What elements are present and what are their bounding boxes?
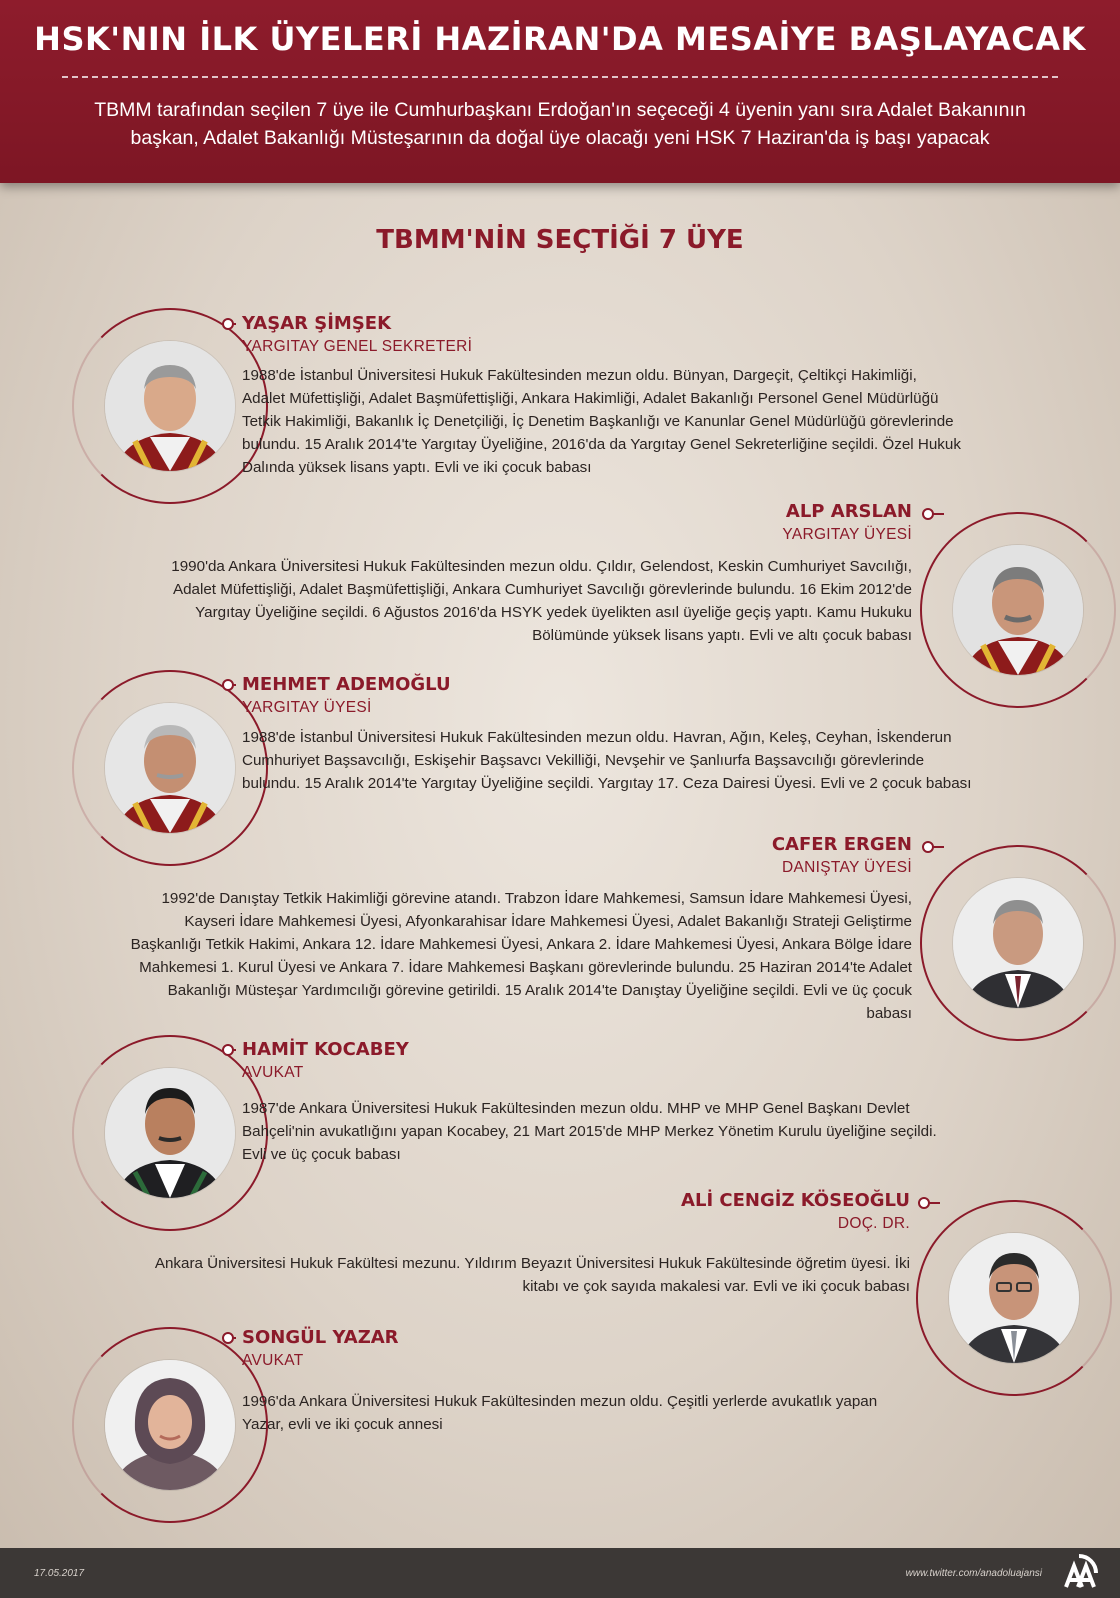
member-name-6: ALİ CENGİZ KÖSEOĞLU [681,1190,910,1211]
connector-dot [222,318,234,330]
connector-line [932,846,944,848]
subtitle-line-1: TBMM tarafından seçilen 7 üye ile Cumhurbaşkanı Erdoğan'ın seçeceği 4 üyenin yanı sıra Adalet Bakanının [94,99,1026,121]
member-bio-3: 1988'de İstanbul Üniversitesi Hukuk Fakültesinden mezun oldu. Havran, Ağın, Keleş, Ceyhan, İskenderun Cumhuriyet Başsavcılığı, Eskişehir Başsavcı Vekilliği, Nevşehir ve Şanlıurfa Başsavcılığı görevlerinde bulundu. 15 Aralık 2014'te Yargıtay Üyeliğine seçildi. Yargıtay 17. Ceza Dairesi Üyesi. Evli ve 2 çocuk babası [242,729,972,792]
member-bio-1: 1988'de İstanbul Üniversitesi Hukuk Fakültesinden mezun oldu. Bünyan, Dargeçit, Çeltikçi Hakimliği, Adalet Müfettişliği, Adalet Başmüfettişliği, Ankara Hakimliği, Adalet Bakanlığı Personel Genel Müdürlüğü Tetkik Hakimliği, Bakanlık İç Denetçiliği, İç Denetim Başkanlığı ve Kanunlar Genel Müdürlüğü görevlerinde bulundu. 15 Aralık 2014'te Yargıtay Üyeliğine, 2016'da da Yargıtay Genel Sekreterliğine seçildi. Özel Hukuk Dalında yüksek lisans yaptı. Evli ve iki çocuk babası [242,367,961,476]
portrait-icon [105,1068,235,1198]
portrait-icon [105,1360,235,1490]
member-role-6: DOÇ. DR. [837,1215,910,1232]
page-subtitle [60,96,1060,152]
member-photo-3 [92,690,252,850]
member-name-7: SONGÜL YAZAR [242,1327,399,1348]
member-role-1: YARGITAY GENEL SEKRETERİ [242,338,473,355]
member-photo-7 [92,1347,252,1507]
member-name-1: YAŞAR ŞİMŞEK [242,313,392,334]
section-title: TBMM'NİN SEÇTİĞİ 7 ÜYE [376,225,744,255]
member-photo-6 [936,1220,1096,1380]
member-photo-1 [92,328,252,488]
header-divider [62,76,1058,78]
footer-date: 17.05.2017 [34,1568,85,1579]
member-name-3: MEHMET ADEMOĞLU [242,674,451,695]
member-name-4: CAFER ERGEN [771,834,912,855]
member-role-3: YARGITAY ÜYESİ [242,699,372,716]
portrait-icon [953,878,1083,1008]
member-role-2: YARGITAY ÜYESİ [782,526,912,543]
portrait-icon [105,703,235,833]
member-role-4: DANIŞTAY ÜYESİ [782,859,912,876]
member-photo-2 [940,532,1100,692]
member-bio-5: 1987'de Ankara Üniversitesi Hukuk Fakültesinden mezun oldu. MHP ve MHP Genel Başkanı Devlet Bahçeli'nin avukatlığını yapan Kocabey, 21 Mart 2015'de MHP Merkez Yönetim Kurulu üyeliğine seçildi. Evli ve üç çocuk babası [242,1100,937,1163]
aa-logo-icon [1060,1554,1098,1592]
portrait-icon [105,341,235,471]
member-bio-7: 1996'da Ankara Üniversitesi Hukuk Fakültesinden mezun oldu. Çeşitli yerlerde avukatlık yapan Yazar, evli ve iki çocuk annesi [242,1393,878,1433]
portrait-icon [949,1233,1079,1363]
connector-dot [222,1044,234,1056]
connector-dot [222,1332,234,1344]
member-name-5: HAMİT KOCABEY [242,1039,409,1060]
member-bio-4: 1992'de Danıştay Tetkik Hakimliği görevine atandı. Trabzon İdare Mahkemesi, Samsun İdare Mahkemesi Üyesi, Kayseri İdare Mahkemesi Üyesi, Afyonkarahisar İdare Mahkemesi Üyesi, Adalet Bakanlığı Strateji Geliştirme Başkanlığı Tetkik Hakimi, Ankara 12. İdare Mahkemesi Üyesi, Ankara 2. İdare Mahkemesi Üyesi, Ankara Bölge İdare Mahkemesi 1. Kurul Üyesi ve Ankara 7. İdare Mahkemesi Başkanı görevlerinde bulundu. 25 Haziran 2014'te Adalet Bakanlığı Müsteşar Yardımcılığı görevine getirildi. 15 Aralık 2014'te Danıştay Üyeliğine seçildi. Evli ve üç çocuk babası [130,890,912,1022]
member-photo-4 [940,865,1100,1025]
member-bio-2: 1990'da Ankara Üniversitesi Hukuk Fakültesinden mezun oldu. Çıldır, Gelendost, Keskin Cumhuriyet Savcılığı, Adalet Müfettişliği, Adalet Başmüfettişliği, Ankara Cumhuriyet Savcılığı görevlerinde bulundu. 16 Ekim 2012'de Yargıtay Üyeliğine seçildi. 6 Ağustos 2016'da HSYK yedek üyelikten asıl üyeliğe geçiş yaptı. Kamu Hukuku Bölümünde yüksek lisans yaptı. Evli ve altı çocuk babası [171,558,912,644]
connector-line [932,513,944,515]
connector-line [928,1202,940,1204]
member-role-5: AVUKAT [242,1064,304,1081]
footer-bar [0,1548,1120,1598]
member-bio-6: Ankara Üniversitesi Hukuk Fakültesi mezunu. Yıldırım Beyazıt Üniversitesi Hukuk Fakültesinde öğretim üyesi. İki kitabı ve çok sayıda makalesi var. Evli ve iki çocuk babası [154,1255,910,1295]
page-title: HSK'NIN İLK ÜYELERİ HAZİRAN'DA MESAİYE BAŞLAYACAK [34,20,1086,58]
subtitle-line-2: başkan, Adalet Bakanlığı Müsteşarının da doğal üye olacağı yeni HSK 7 Haziran'da iş başı yapacak [130,127,990,149]
header-banner [0,0,1120,183]
member-photo-5 [92,1055,252,1215]
member-role-7: AVUKAT [242,1352,304,1369]
twitter-link[interactable]: www.twitter.com/anadoluajansi [905,1568,1042,1579]
connector-dot [222,679,234,691]
member-name-2: ALP ARSLAN [785,501,912,522]
portrait-icon [953,545,1083,675]
